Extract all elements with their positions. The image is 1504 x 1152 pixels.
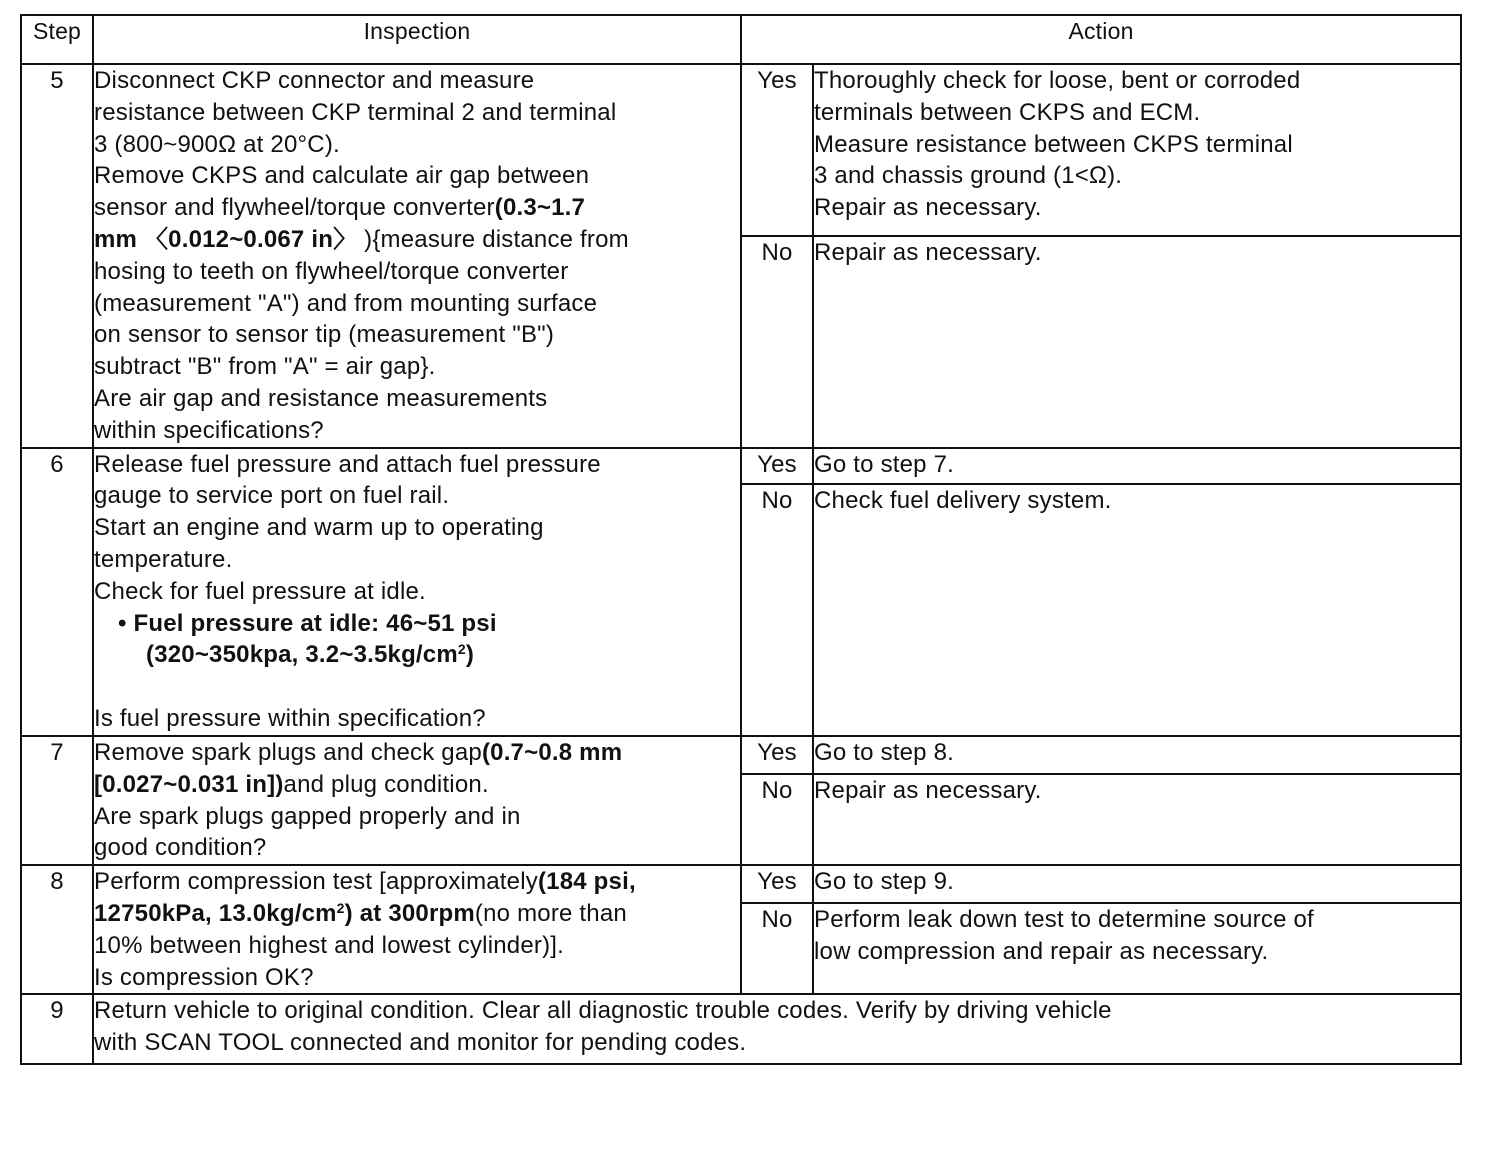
step-9-instruction	[93, 994, 1461, 1064]
action-line: Perform leak down test to determine source of	[814, 906, 1314, 934]
action-line: Go to step 7.	[814, 450, 955, 478]
step-5-no-action	[813, 236, 1461, 448]
step-5-inspection-line: Are air gap and resistance measurements	[94, 384, 548, 412]
step-7-yes-action	[813, 736, 1461, 774]
step-6-inspection	[93, 448, 741, 736]
step-8-yes-action	[813, 865, 1461, 903]
step-7-no-label: No	[741, 774, 813, 865]
action-line: Repair as necessary.	[814, 238, 1042, 266]
step-7-yes-row	[21, 736, 1461, 774]
air-gap-spec-inches: mm 〈0.012~0.067 in〉	[94, 225, 358, 253]
step-5-inspection-line: (measurement "A") and from mounting surface	[94, 289, 598, 317]
step-5-inspection	[93, 64, 741, 448]
step-8-inspection-line: Is compression OK?	[94, 963, 314, 991]
header-step: Step	[21, 15, 93, 64]
step-7-inspection-line	[94, 737, 740, 769]
step-5-number: 5	[21, 64, 93, 448]
step-8-yes-label: Yes	[741, 865, 813, 903]
step-6-yes-action	[813, 448, 1461, 485]
step-7-number: 7	[21, 736, 93, 865]
action-line: Go to step 9.	[814, 868, 955, 896]
step-5-inspection-line: within specifications?	[94, 416, 324, 444]
step-8-no-action	[813, 903, 1461, 994]
step-6-inspection-line: Release fuel pressure and attach fuel pressure	[94, 450, 601, 478]
step-5-inspection-line: subtract "B" from "A" = air gap}.	[94, 353, 436, 381]
step-5-inspection-line: resistance between CKP terminal 2 and terminal	[94, 98, 617, 126]
step-5-yes-action	[813, 64, 1461, 236]
step-8-no-label: No	[741, 903, 813, 994]
step-5-no-label: No	[741, 236, 813, 448]
compression-spec: (184 psi,	[537, 868, 636, 896]
step-6-inspection-line: Start an engine and warm up to operating	[94, 514, 544, 542]
fuel-pressure-spec: • Fuel pressure at idle: 46~51 psi	[118, 609, 497, 637]
step-5-inspection-line: hosing to teeth on flywheel/torque converter	[94, 257, 569, 285]
step-7-text: Remove spark plugs and check gap	[94, 738, 482, 766]
action-line: terminals between CKPS and ECM.	[814, 98, 1201, 126]
plug-gap-spec-inches: [0.027~0.031 in])	[94, 770, 284, 798]
step-5-yes-label: Yes	[741, 64, 813, 236]
step-5-text: ){measure distance from	[357, 225, 629, 253]
spec-text: ) at 300rpm	[344, 899, 475, 927]
step-7-yes-label: Yes	[741, 736, 813, 774]
superscript: 2	[457, 641, 466, 658]
plug-gap-spec: (0.7~0.8 mm	[481, 738, 623, 766]
step-9-line: Return vehicle to original condition. Clear all diagnostic trouble codes. Verify by driving vehicle	[94, 997, 1112, 1025]
action-line: low compression and repair as necessary.	[814, 938, 1269, 966]
step-5-inspection-line: Disconnect CKP connector and measure	[94, 67, 535, 94]
action-line: Go to step 8.	[814, 738, 955, 766]
step-5-inspection-line: Remove CKPS and calculate air gap between	[94, 162, 590, 190]
step-9-row	[21, 994, 1461, 1064]
compression-spec-metric	[94, 900, 475, 927]
air-gap-spec: (0.3~1.7	[494, 194, 586, 222]
spec-text: (320~350kpa, 3.2~3.5kg/cm	[146, 641, 458, 669]
step-8-inspection-line	[94, 866, 740, 898]
step-5-inspection-line: 3 (800~900Ω at 20°C).	[94, 130, 340, 158]
header-action: Action	[741, 15, 1461, 64]
step-5-inspection-line	[94, 224, 740, 256]
table-header-row	[21, 15, 1461, 64]
action-line: Check fuel delivery system.	[814, 487, 1112, 515]
step-6-no-label: No	[741, 484, 813, 736]
step-5-inspection-line	[94, 192, 740, 224]
step-6-inspection-line: Check for fuel pressure at idle.	[94, 577, 426, 605]
step-7-no-action	[813, 774, 1461, 865]
spec-text: )	[465, 641, 475, 669]
spec-text: 12750kPa, 13.0kg/cm	[94, 899, 337, 927]
step-8-text: Perform compression test [approximately	[94, 868, 538, 896]
superscript: 2	[336, 899, 345, 916]
step-6-inspection-line: Is fuel pressure within specification?	[94, 705, 486, 733]
step-6-inspection-line: gauge to service port on fuel rail.	[94, 482, 450, 510]
action-line: Measure resistance between CKPS terminal	[814, 130, 1293, 158]
step-7-inspection-line	[94, 769, 740, 801]
step-6-no-action	[813, 484, 1461, 736]
step-7-inspection	[93, 736, 741, 865]
diagnostic-table	[20, 14, 1462, 1065]
action-line: Repair as necessary.	[814, 194, 1042, 222]
step-5-yes-row	[21, 64, 1461, 236]
header-inspection: Inspection	[93, 15, 741, 64]
step-6-yes-label: Yes	[741, 448, 813, 485]
step-8-inspection-line: 10% between highest and lowest cylinder)].	[94, 931, 565, 959]
step-6-number: 6	[21, 448, 93, 736]
step-6-yes-row	[21, 448, 1461, 485]
step-8-yes-row	[21, 865, 1461, 903]
action-line: Thoroughly check for loose, bent or corroded	[814, 67, 1301, 94]
step-7-inspection-line: Are spark plugs gapped properly and in	[94, 802, 521, 830]
step-9-line: with SCAN TOOL connected and monitor for pending codes.	[94, 1029, 747, 1057]
action-line: 3 and chassis ground (1<Ω).	[814, 162, 1123, 190]
step-8-number: 8	[21, 865, 93, 994]
fuel-pressure-spec-metric	[94, 639, 740, 671]
step-7-text: and plug condition.	[283, 770, 489, 798]
step-9-number: 9	[21, 994, 93, 1064]
step-8-inspection	[93, 865, 741, 994]
step-5-inspection-line: on sensor to sensor tip (measurement "B")	[94, 321, 555, 349]
action-line: Repair as necessary.	[814, 777, 1042, 805]
step-5-text: sensor and flywheel/torque converter	[94, 194, 495, 222]
diagnostic-procedure-table	[20, 14, 1460, 1065]
spacer	[94, 671, 740, 703]
step-8-inspection-line	[94, 898, 740, 930]
step-6-inspection-line: temperature.	[94, 545, 233, 573]
step-7-inspection-line: good condition?	[94, 834, 267, 862]
step-8-text: (no more than	[474, 899, 627, 927]
